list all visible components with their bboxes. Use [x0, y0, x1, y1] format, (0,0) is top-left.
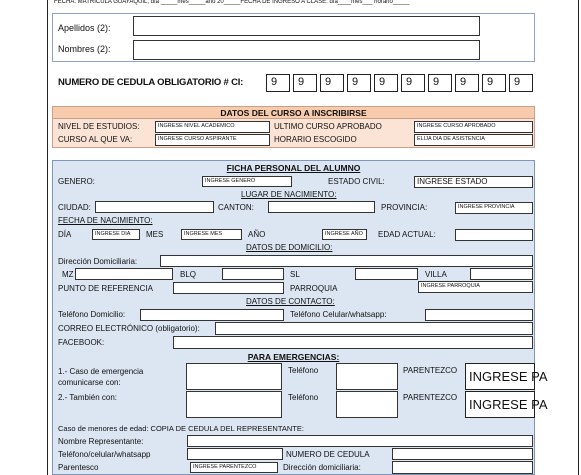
caso2-telefono-input[interactable] [336, 391, 398, 418]
referencia-input[interactable] [173, 282, 284, 294]
representante-input[interactable] [187, 435, 533, 447]
telefono-domicilio-input[interactable] [140, 309, 284, 321]
caso2-input[interactable] [186, 391, 282, 418]
direccion-input[interactable] [160, 255, 533, 267]
referencia-label: PUNTO DE REFERENCIA [58, 284, 153, 293]
provincia-label: PROVINCIA: [381, 203, 428, 212]
rep-cedula-label: NUMERO DE CEDULA [286, 450, 370, 459]
facebook-input[interactable] [173, 336, 533, 349]
blq-input[interactable] [222, 268, 284, 280]
edad-input[interactable] [455, 229, 533, 241]
estado-select[interactable]: INGRESE ESTADO [414, 176, 533, 188]
domicilio-title: DATOS DE DOMICILIO: [246, 243, 333, 252]
sl-input[interactable] [355, 268, 418, 280]
cedula-digit-cell[interactable]: 9 [293, 74, 317, 92]
estado-label: ESTADO CIVIL: [328, 177, 385, 186]
cedula-digit-cell[interactable]: 9 [347, 74, 371, 92]
caso1-telefono-input[interactable] [336, 363, 398, 390]
rep-parentesco-label: Parentesco [58, 463, 99, 472]
parroquia-select[interactable]: INGRESE PARROQUIA [418, 281, 533, 293]
cedula-digit-cell[interactable]: 9 [455, 74, 479, 92]
curso-label: CURSO AL QUE VA: [58, 135, 133, 144]
genero-label: GENERO: [58, 177, 95, 186]
curso-select[interactable]: INGRESE CURSO ASPIRANTE [155, 134, 270, 146]
caso1-label: 1.- Caso de emergencia comunicarse con: [58, 367, 144, 387]
nivel-select[interactable]: INGRESE NIVEL ACADEMICO [155, 121, 270, 133]
ciudad-label: CIUDAD: [58, 203, 91, 212]
celular-input[interactable] [425, 309, 533, 321]
caso2-parentezco-label: PARENTEZCO [403, 393, 458, 402]
caso1-input[interactable] [186, 363, 282, 390]
cedula-digit-cell[interactable]: 9 [320, 74, 344, 92]
celular-label: Teléfono Celular/whatsapp: [290, 310, 387, 319]
caso1-parentezco-label: PARENTEZCO [403, 366, 458, 375]
cedula-digit-cell[interactable]: 9 [428, 74, 452, 92]
caso2-parentezco-select[interactable]: INGRESE PA [465, 391, 535, 418]
horario-select[interactable]: ELIJA DIA DE ASISTENCIA [414, 134, 533, 146]
page-border-left [47, 0, 48, 475]
date-line: FECHA: MATRICULA GUAYAQUIL, día _____mes_____año 20_____FECHA DE INGRESO A CLASE: día____mes___ horario_____ [54, 0, 410, 5]
curso-title: DATOS DEL CURSO A INSCRIBIRSE [220, 108, 367, 118]
ultimo-select[interactable]: INGRESE CURSO APROBADO [414, 121, 533, 133]
menores-title: Caso de menores de edad: COPIA DE CEDULA DEL REPRESENTANTE: [58, 424, 304, 433]
direccion-label: Dirección Domiciliaria: [58, 257, 138, 266]
cedula-digit-cell[interactable]: 9 [266, 74, 290, 92]
cedula-label: NUMERO DE CEDULA OBLIGATORIO # CI: [58, 77, 244, 88]
correo-input[interactable] [215, 322, 533, 335]
genero-select[interactable]: INGRESE GENERO [202, 176, 292, 187]
anio-label: AÑO [248, 230, 266, 239]
villa-input[interactable] [470, 268, 533, 280]
telefono-domicilio-label: Teléfono Domicilio: [58, 310, 126, 319]
mz-label: MZ [62, 270, 74, 279]
rep-telefono-input[interactable] [187, 448, 283, 460]
fecha-label: FECHA DE NACIMIENTO: [58, 216, 153, 225]
mes-select[interactable]: INGRESE MES [181, 229, 242, 240]
representante-label: Nombre Representante: [58, 437, 144, 446]
ciudad-input[interactable] [95, 201, 214, 213]
villa-label: VILLA [425, 270, 447, 279]
apellidos-label: Apellidos (2): [58, 23, 111, 33]
mz-input[interactable] [75, 268, 173, 280]
cedula-digit-cell[interactable]: 9 [509, 74, 533, 92]
canton-input[interactable] [268, 201, 375, 213]
cedula-digit-cell[interactable]: 9 [374, 74, 398, 92]
dia-select[interactable]: INGRESE DIA [92, 229, 140, 240]
lugar-title: LUGAR DE NACIMIENTO: [241, 190, 337, 199]
page-border-right [578, 0, 579, 475]
rep-direccion-input[interactable] [392, 461, 533, 474]
facebook-label: FACEBOOK: [58, 338, 105, 347]
contacto-title: DATOS DE CONTACTO: [246, 297, 335, 306]
rep-parentesco-select[interactable]: INGRESE PARENTEZCO [190, 462, 278, 473]
rep-direccion-label: Dirección domiciliaria: [283, 463, 361, 472]
rep-telefono-label: Teléfono/celular/whatsapp [58, 450, 151, 459]
dia-label: DÍA [58, 230, 72, 239]
horario-label: HORARIO ESCOGIDO [274, 135, 357, 144]
nombres-label: Nombres (2): [58, 44, 111, 54]
apellidos-input[interactable] [133, 16, 480, 36]
canton-label: CANTON: [218, 203, 254, 212]
correo-label: CORREO ELECTRÓNICO (obligatorio): [58, 324, 200, 333]
rep-cedula-input[interactable] [392, 448, 533, 460]
ficha-title: FICHA PERSONAL DEL ALUMNO [226, 163, 361, 173]
sl-label: SL [290, 270, 300, 279]
cedula-digit-cell[interactable]: 9 [482, 74, 506, 92]
edad-label: EDAD ACTUAL: [378, 230, 436, 239]
emergencias-title: PARA EMERGENCIAS: [247, 352, 340, 362]
mes-label: MES [146, 230, 164, 239]
provincia-select[interactable]: INGRESE PROVINCIA [455, 202, 533, 214]
caso2-telefono-label: Teléfono [288, 393, 319, 402]
ultimo-label: ULTIMO CURSO APROBADO [274, 122, 382, 131]
parroquia-label: PARROQUIA [290, 284, 338, 293]
nombres-input[interactable] [133, 40, 480, 60]
caso1-telefono-label: Teléfono [288, 366, 319, 375]
caso2-label: 2.- También con: [58, 393, 117, 402]
caso1-parentezco-select[interactable]: INGRESE PA [465, 363, 535, 390]
anio-select[interactable]: INGRESE AÑO [322, 229, 367, 240]
blq-label: BLQ [180, 270, 197, 279]
nivel-label: NIVEL DE ESTUDIOS: [58, 122, 140, 131]
cedula-digit-cell[interactable]: 9 [401, 74, 425, 92]
